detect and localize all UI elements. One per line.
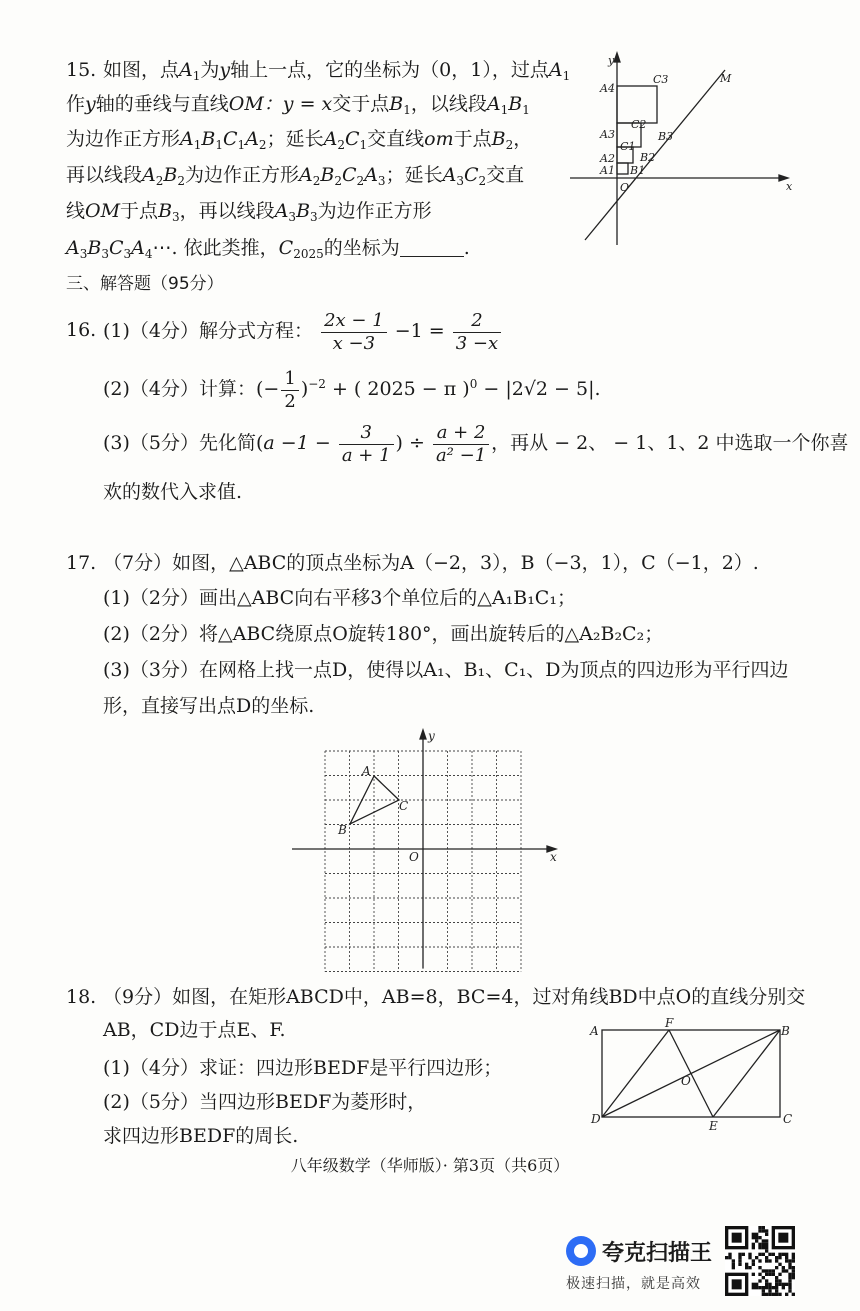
qr-module: [748, 1253, 751, 1256]
qr-module: [778, 1283, 781, 1286]
qr-module: [762, 1246, 765, 1249]
qr-module: [778, 1256, 781, 1259]
qr-module: [772, 1293, 775, 1296]
qr-module: [752, 1246, 755, 1249]
qr-module: [755, 1239, 758, 1242]
qr-module: [782, 1253, 785, 1256]
qr-module: [765, 1229, 768, 1232]
qr-module: [768, 1286, 771, 1289]
qr-module: [758, 1236, 761, 1239]
qr-module: [762, 1289, 765, 1292]
qr-module: [778, 1253, 781, 1256]
qr-module: [792, 1293, 795, 1296]
qr-module: [785, 1283, 788, 1286]
qr-module: [755, 1236, 758, 1239]
qr-module: [755, 1286, 758, 1289]
qr-module: [788, 1279, 791, 1282]
q17-part-2: (2)（2分）将△ABC绕原点O旋转180°，画出旋转后的△A₂B₂C₂；: [103, 623, 664, 645]
qr-module: [752, 1259, 755, 1262]
q18-line-1: （9分）如图，在矩形ABCD中，AB=8，BC=4，过对角线BD中点O的直线分别交: [103, 986, 806, 1008]
fig-a1-label: A1: [600, 164, 615, 177]
qr-module: [778, 1233, 788, 1243]
qr-module: [768, 1293, 771, 1296]
qr-module: [768, 1283, 771, 1286]
segment-eb: [713, 1030, 780, 1117]
qr-module: [755, 1256, 758, 1259]
qr-module: [775, 1293, 778, 1296]
qr-module: [792, 1269, 795, 1272]
q16-number: 16.: [66, 319, 97, 341]
qr-module: [782, 1286, 785, 1289]
qr-module: [792, 1253, 795, 1256]
q18-line-2: AB，CD边于点E、F.: [103, 1019, 286, 1041]
rect-o-label: O: [681, 1074, 691, 1088]
qr-module: [745, 1263, 748, 1266]
q15-line-6: $A_3B_3C_3A_4\cdots$. 依此类推，$C_{2025}$的坐标为 .: [66, 237, 470, 261]
q17-part-1: (1)（2分）画出△ABC向右平移3个单位后的△A₁B₁C₁；: [103, 587, 576, 609]
qr-module: [792, 1259, 795, 1262]
qr-module: [762, 1269, 765, 1272]
qr-module: [772, 1253, 775, 1256]
watermark-brand: 夸克扫描王: [602, 1241, 713, 1266]
qr-module: [775, 1286, 778, 1289]
q15-line-3: 为边作正方形$A_1B_1C_1A_2$；延长$A_2C_1$交直线om于点$B_2$，: [66, 128, 533, 152]
qr-module: [755, 1283, 758, 1286]
qr-code-icon: [725, 1226, 795, 1296]
qr-module: [728, 1256, 731, 1259]
qr-module: [762, 1239, 765, 1242]
qr-module: [792, 1276, 795, 1279]
qr-module: [762, 1229, 765, 1232]
fig-b2-label: B2: [640, 151, 656, 164]
square-1: [617, 163, 628, 174]
q15-line-1: 如图，点$A_1$为y轴上一点，它的坐标为（0，1），过点$A_1$: [103, 59, 571, 83]
qr-module: [792, 1266, 795, 1269]
qr-module: [772, 1269, 775, 1272]
q18-part-2: (2)（5分）当四边形BEDF为菱形时，: [103, 1091, 427, 1113]
qr-module: [758, 1279, 761, 1282]
qr-module: [745, 1266, 748, 1269]
fig-a4-label: A4: [600, 82, 615, 95]
qr-module: [732, 1266, 735, 1269]
qr-module: [788, 1266, 791, 1269]
fig-x-label: x: [786, 180, 793, 193]
page-footer: 八年级数学（华师版）· 第3页（共6页）: [290, 1156, 570, 1175]
qr-module: [788, 1263, 791, 1266]
qr-module: [775, 1279, 778, 1282]
qr-module: [762, 1226, 765, 1229]
qr-module: [748, 1266, 751, 1269]
qr-module: [765, 1286, 768, 1289]
answer-blank: [400, 238, 464, 257]
qr-module: [788, 1283, 791, 1286]
rect-d-label: D: [591, 1112, 601, 1126]
qr-module: [748, 1256, 751, 1259]
qr-module: [765, 1283, 768, 1286]
qr-module: [765, 1233, 768, 1236]
qr-module: [765, 1243, 768, 1246]
qr-module: [785, 1256, 788, 1259]
qr-module: [742, 1253, 745, 1256]
qr-module: [785, 1293, 788, 1296]
point-c-label: C: [399, 799, 409, 813]
q16-part-1: (1)（4分）解分式方程： $\frac{2x - 1}{x -3}$ −1 = $\frac{2}{3 -x}$: [103, 306, 503, 356]
q16-part-3: (3)（5分）先化简(a −1 − $\frac{3}{a + 1}$ ) ÷ $\frac{a + 2}{\text{a² −1}}$ ，再从 − 2、 − 1、1、2 中选取一个你喜: [103, 421, 849, 466]
qr-module: [758, 1229, 761, 1232]
qr-module: [778, 1293, 781, 1296]
qr-module: [765, 1246, 768, 1249]
fig-m-label: M: [720, 72, 732, 85]
fig-c3-label: C3: [653, 73, 669, 86]
rect-b-label: B: [781, 1024, 790, 1038]
qr-module: [758, 1266, 761, 1269]
qr-module: [758, 1286, 761, 1289]
qr-module: [765, 1273, 768, 1276]
fig-o-label: O: [620, 181, 630, 194]
qr-module: [765, 1239, 768, 1242]
qr-module: [765, 1256, 768, 1259]
qr-module: [765, 1259, 768, 1262]
qr-module: [762, 1286, 765, 1289]
qr-module: [752, 1286, 755, 1289]
qr-module: [768, 1289, 771, 1292]
qr-module: [788, 1276, 791, 1279]
section-heading: 三、解答题（95分）: [66, 274, 224, 294]
qr-module: [752, 1273, 755, 1276]
qr-module: [752, 1263, 755, 1266]
watermark-slogan: 极速扫描，就是高效: [566, 1276, 701, 1292]
qr-module: [765, 1293, 768, 1296]
qr-module: [778, 1263, 781, 1266]
quark-logo-icon: [566, 1236, 596, 1266]
qr-module: [782, 1266, 785, 1269]
qr-module: [775, 1259, 778, 1262]
qr-module: [768, 1253, 771, 1256]
q17-number: 17.: [66, 552, 97, 574]
qr-module: [792, 1273, 795, 1276]
q18-number: 18.: [66, 986, 97, 1008]
q18-part-2-cont: 求四边形BEDF的周长.: [103, 1125, 299, 1147]
qr-module: [775, 1256, 778, 1259]
qr-module: [758, 1259, 761, 1262]
qr-module: [762, 1253, 765, 1256]
qr-module: [788, 1273, 791, 1276]
qr-module: [758, 1273, 761, 1276]
qr-module: [768, 1273, 771, 1276]
q15-figure: [560, 50, 800, 250]
q18-part-1: (1)（4分）求证：四边形BEDF是平行四边形；: [103, 1057, 503, 1079]
qr-module: [775, 1266, 778, 1269]
q15-line-2: 作y轴的垂线与直线OM：y = x交于点$B_1$，以线段$A_1B_1$: [66, 93, 530, 117]
qr-module: [765, 1279, 768, 1282]
qr-module: [738, 1259, 741, 1262]
qr-module: [788, 1286, 791, 1289]
y-arrow-icon: [420, 730, 426, 739]
grid-x-label: x: [550, 850, 557, 864]
qr-module: [775, 1289, 778, 1292]
qr-module: [725, 1256, 728, 1259]
point-a-label: A: [362, 764, 371, 778]
rect-c-label: C: [783, 1112, 793, 1126]
qr-module: [758, 1243, 761, 1246]
fig-c1-label: C1: [620, 140, 636, 153]
qr-module: [738, 1263, 741, 1266]
qr-module: [732, 1263, 735, 1266]
y-arrow-icon: [614, 53, 620, 62]
qr-module: [792, 1256, 795, 1259]
qr-module: [762, 1243, 765, 1246]
q17-intro: （7分）如图，△ABC的顶点坐标为A（−2，3），B（−3，1），C（−1，2）.: [103, 552, 759, 574]
qr-module: [785, 1253, 788, 1256]
qr-module: [728, 1253, 731, 1256]
qr-module: [782, 1283, 785, 1286]
qr-module: [782, 1269, 785, 1272]
qr-module: [772, 1273, 775, 1276]
qr-module: [732, 1279, 742, 1289]
qr-module: [752, 1236, 755, 1239]
qr-module: [785, 1269, 788, 1272]
fig-b3-label: B3: [658, 130, 674, 143]
q16-part-2: (2)（4分）计算：(− $\frac{1}{2}$ )$^{-2}$ + ( 2025 − π )$^0$ − |2√2 − 5|.: [103, 367, 601, 412]
qr-module: [778, 1273, 781, 1276]
qr-module: [765, 1249, 768, 1252]
point-b-label: B: [338, 823, 347, 837]
q15-line-5: 线OM于点$B_3$，再以线段$A_3B_3$为边作正方形: [66, 200, 432, 224]
fig-a2-label: A2: [600, 152, 615, 165]
qr-module: [778, 1279, 781, 1282]
q17-part-3: (3)（3分）在网格上找一点D，使得以A₁、B₁、C₁、D为顶点的四边形为平行四边: [103, 659, 789, 681]
qr-module: [752, 1243, 755, 1246]
fig-y-label: y: [608, 54, 615, 67]
qr-module: [788, 1259, 791, 1262]
qr-module: [785, 1259, 788, 1262]
qr-module: [752, 1283, 755, 1286]
q15-line-4: 再以线段$A_2B_2$为边作正方形$A_2B_2C_2A_3$；延长$A_3C_2$交直: [66, 164, 525, 188]
rect-e-label: E: [709, 1119, 718, 1133]
qr-module: [762, 1276, 765, 1279]
qr-module: [732, 1259, 735, 1262]
qr-module: [762, 1293, 765, 1296]
qr-module: [738, 1253, 741, 1256]
qr-module: [752, 1233, 755, 1236]
origin-label: O: [409, 850, 419, 864]
grid-y-label: y: [428, 729, 435, 743]
qr-module: [775, 1276, 778, 1279]
q17-part-3-cont: 形，直接写出点D的坐标.: [103, 695, 315, 717]
rect-f-label: F: [665, 1016, 674, 1030]
q15-number: 15.: [66, 59, 97, 81]
qr-module: [758, 1226, 761, 1229]
q17-grid: [288, 728, 563, 973]
qr-module: [758, 1246, 761, 1249]
rect-a-label: A: [590, 1024, 599, 1038]
qr-module: [765, 1269, 768, 1272]
qr-module: [732, 1233, 742, 1243]
qr-module: [788, 1289, 791, 1292]
fig-c2-label: C2: [631, 118, 647, 131]
segment-fe: [669, 1030, 713, 1117]
qr-module: [758, 1253, 761, 1256]
qr-module: [755, 1233, 758, 1236]
qr-module: [772, 1286, 775, 1289]
fig-a3-label: A3: [600, 128, 615, 141]
qr-module: [768, 1259, 771, 1262]
q16-part-3-cont: 欢的数代入求值.: [103, 481, 243, 503]
fig-b1-label: B1: [630, 164, 646, 177]
qr-module: [775, 1283, 778, 1286]
qr-module: [738, 1256, 741, 1259]
q18-figure: [585, 1015, 795, 1135]
qr-module: [768, 1269, 771, 1272]
segment-df: [602, 1030, 669, 1117]
